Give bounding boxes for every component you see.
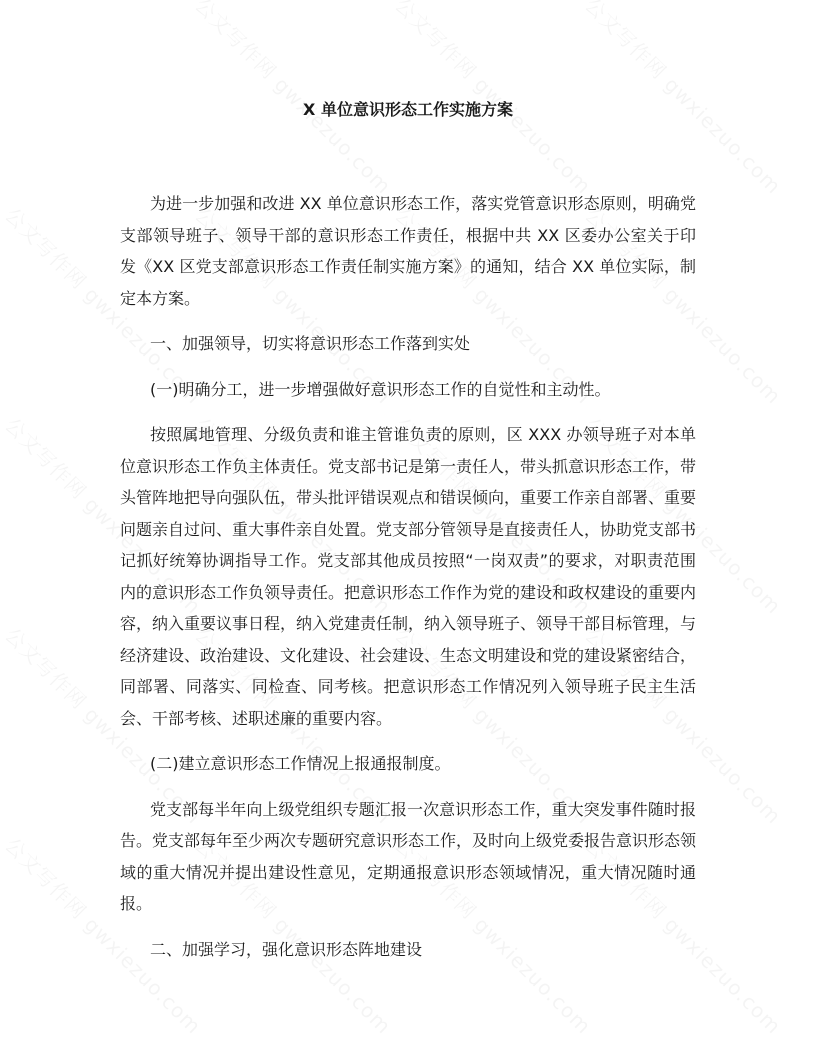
body-paragraph: 党支部每半年向上级党组织专题汇报一次意识形态工作，重大突发事件随时报告。党支部每年至少两次专题研究意识形态工作，及时向上级党委报告意识形态领域的重大情况并提出建设性意见，定期通报意识形态领域情况，重大情况随时通报。 (120, 799, 697, 913)
body-paragraph: 按照属地管理、分级负责和谁主管谁负责的原则，区 XXX 办领导班子对本单位意识形态工作负主体责任。党支部书记是第一责任人，带头抓意识形态工作，带头管阵地把导向强队伍，带头批评错误观点和错误倾向，重要工作亲自部署、重要问题亲自过问、重大事件亲自处置。党支部分管领导是直接责任人，协助党支部书记抓好统筹协调指导工作。党支部其他成员按照“一岗双责”的要求，对职责范围内的意识形态工作负领导责任。把意识形态工作作为党的建设和政权建设的重要内容，纳入重要议事日程，纳入党建责任制，纳入领导班子、领导干部目标管理，与经济建设、政治建设、文化建设、社会建设、生态文明建设和党的建设紧密结合，同部署、同落实、同检查、同考核。把意识形态工作情况列入领导班子民主生活会、干部考核、述职述廉的重要内容。 (120, 425, 697, 728)
subsection-heading-1-1: (一)明确分工，进一步增强做好意识形态工作的自觉性和主动性。 (150, 379, 611, 399)
document-title: X 单位意识形态工作实施方案 (303, 100, 513, 119)
document-page (120, 98, 696, 979)
subsection-heading-1-2: (二)建立意识形态工作情况上报通报制度。 (150, 754, 451, 773)
intro-paragraph: 为进一步加强和改进 XX 单位意识形态工作，落实党管意识形态原则，明确党支部领导班子、领导干部的意识形态工作责任，根据中共 XX 区委办公室关于印发《XX 区党支部意识形态工作责任制实施方案》的通知，结合 XX 单位实际，制定本方案。 (120, 194, 696, 308)
section-heading-2: 二、加强学习，强化意识形态阵地建设 (150, 939, 423, 959)
section-heading-1: 一、加强领导，切实将意识形态工作落到实处 (150, 334, 471, 353)
